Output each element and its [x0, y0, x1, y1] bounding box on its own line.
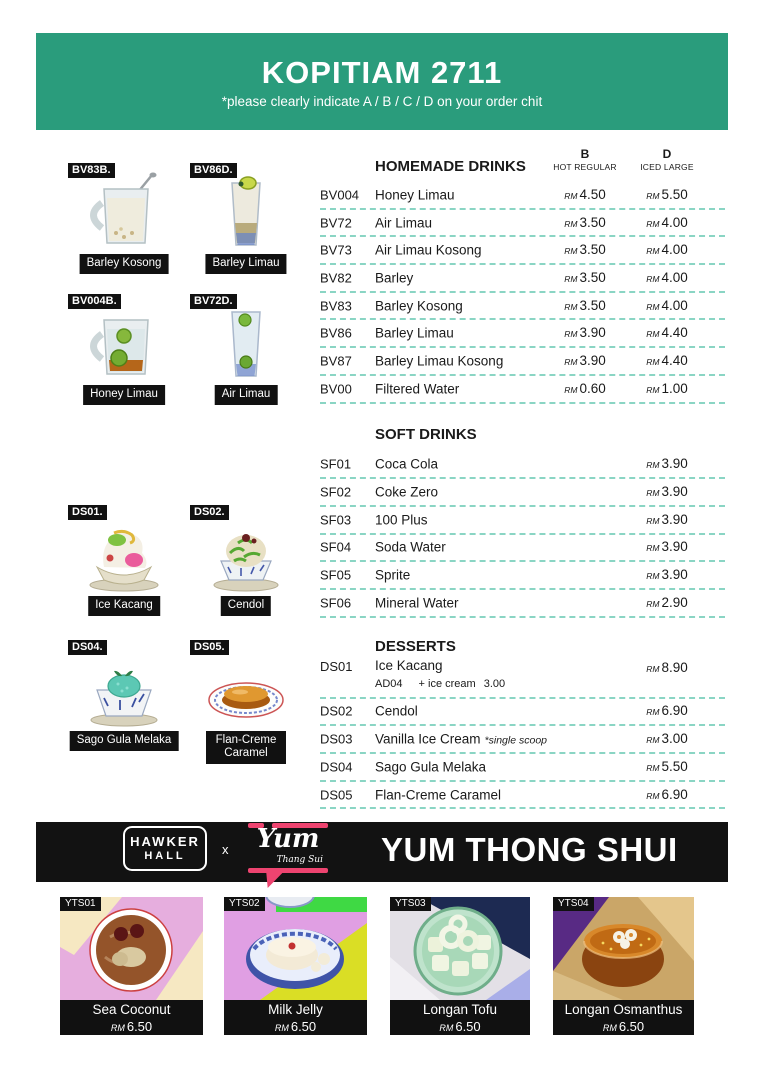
collab-x-label: x — [222, 842, 229, 857]
menu-row: DS02 Cendol RM 6.90 — [320, 699, 725, 727]
milk-jelly-photo — [224, 897, 367, 1000]
menu-row: DS04 Sago Gula Melaka RM 5.50 — [320, 754, 725, 782]
product-label: Air Limau — [215, 385, 278, 405]
product-code-tag: DS02. — [190, 505, 229, 520]
gallery-item-flan-creme-caramel — [186, 640, 306, 758]
barley-kosong-photo — [64, 171, 184, 251]
menu-row: BV73 Air Limau Kosong RM 3.50 RM 4.00 — [320, 237, 725, 265]
desserts-rows — [320, 655, 725, 810]
header-band — [36, 33, 728, 130]
soft-drinks-rows — [320, 452, 725, 618]
yum-thong-shui-banner — [36, 822, 728, 882]
menu-row: DS05 Flan-Creme Caramel RM 6.90 — [320, 782, 725, 810]
gallery-item-barley-kosong — [64, 163, 184, 281]
menu-row: BV87 Barley Limau Kosong RM 3.90 RM 4.40 — [320, 348, 725, 376]
section-title-homemade-drinks: HOMEMADE DRINKS — [375, 158, 526, 175]
single-scoop-note: *single scoop — [484, 734, 548, 747]
logo-bar — [248, 868, 328, 873]
menu-row: DS03 Vanilla Ice Cream *single scoop RM 3.00 — [320, 726, 725, 754]
product-code-tag: BV004B. — [68, 294, 121, 309]
gallery-item-honey-limau — [64, 294, 184, 412]
banner-title: YUM THONG SHUI — [381, 831, 678, 868]
card-label: Longan Tofu RM 6.50 — [390, 1000, 530, 1035]
homemade-drinks-header — [320, 146, 725, 182]
section-title-desserts: DESSERTS — [375, 637, 456, 655]
menu-row: BV86 Barley Limau RM 3.90 RM 4.40 — [320, 320, 725, 348]
menu-row: BV72 Air Limau RM 3.50 RM 4.00 — [320, 210, 725, 238]
addon-line: AD04 + ice cream 3.00 — [375, 677, 506, 690]
product-label: Honey Limau — [83, 385, 165, 405]
gallery-item-ice-kacang — [64, 505, 184, 623]
hawker-hall-logo: HAWKER HALL — [123, 826, 207, 871]
product-label: Cendol — [221, 596, 271, 616]
menu-panel — [320, 146, 725, 809]
gallery-item-barley-limau — [186, 163, 306, 281]
sea-coconut-photo — [60, 897, 203, 1000]
menu-row: BV00 Filtered Water RM 0.60 RM 1.00 — [320, 376, 725, 404]
product-code-tag: YTS04 — [553, 897, 594, 911]
product-code-tag: BV83B. — [68, 163, 115, 178]
product-code-tag: YTS03 — [390, 897, 431, 911]
menu-row: BV83 Barley Kosong RM 3.50 RM 4.00 — [320, 293, 725, 321]
menu-row: SF06 Mineral Water RM 2.90 — [320, 590, 725, 618]
card-sea-coconut — [60, 897, 203, 1035]
longan-osmanthus-photo — [553, 897, 694, 1000]
cendol-photo — [186, 513, 306, 593]
flan-creme-caramel-photo — [186, 648, 306, 728]
card-label: Milk Jelly RM 6.50 — [224, 1000, 367, 1035]
product-code-tag: DS05. — [190, 640, 229, 655]
gallery-item-air-limau — [186, 294, 306, 412]
yum-thang-sui-logo: Yum Thang Sui — [248, 823, 328, 881]
product-code-tag: BV86D. — [190, 163, 237, 178]
air-limau-photo — [186, 302, 306, 382]
column-header-hot-regular: B HOT REGULAR — [553, 147, 617, 172]
menu-row: SF05 Sprite RM 3.90 — [320, 562, 725, 590]
menu-row: DS01 Ice Kacang AD04 + ice cream 3.00 RM 8.90 — [320, 655, 725, 699]
product-code-tag: DS04. — [68, 640, 107, 655]
ice-kacang-photo — [64, 513, 184, 593]
product-label: Sago Gula Melaka — [70, 731, 179, 751]
menu-row: SF01 Coca Cola RM 3.90 — [320, 452, 725, 480]
gallery-item-sago-gula-melaka — [64, 640, 184, 758]
page-title: KOPITIAM 2711 — [261, 54, 503, 90]
section-title-soft-drinks: SOFT DRINKS — [375, 425, 477, 443]
card-label: Sea Coconut RM 6.50 — [60, 1000, 203, 1035]
product-code-tag: BV72D. — [190, 294, 237, 309]
card-longan-tofu — [390, 897, 530, 1035]
longan-tofu-photo — [390, 897, 530, 1000]
product-label: Barley Kosong — [80, 254, 169, 274]
product-code-tag: YTS02 — [224, 897, 265, 911]
header-subtitle: *please clearly indicate A / B / C / D on your order chit — [221, 93, 543, 109]
menu-row: SF03 100 Plus RM 3.90 — [320, 507, 725, 535]
homemade-drinks-rows — [320, 182, 725, 404]
honey-limau-photo — [64, 302, 184, 382]
gallery-item-cendol — [186, 505, 306, 623]
menu-row: BV82 Barley RM 3.50 RM 4.00 — [320, 265, 725, 293]
menu-row: BV004 Honey Limau RM 4.50 RM 5.50 — [320, 182, 725, 210]
menu-row: SF02 Coke Zero RM 3.90 — [320, 479, 725, 507]
product-label: Flan-Creme Caramel — [206, 731, 286, 764]
product-code-tag: DS01. — [68, 505, 107, 520]
menu-row: SF04 Soda Water RM 3.90 — [320, 535, 725, 563]
card-longan-osmanthus — [553, 897, 694, 1035]
product-code-tag: YTS01 — [60, 897, 101, 911]
speech-bubble-tail — [264, 873, 283, 888]
barley-limau-photo — [186, 171, 306, 251]
card-milk-jelly — [224, 897, 367, 1035]
card-label: Longan Osmanthus RM 6.50 — [553, 1000, 694, 1035]
product-label: Ice Kacang — [88, 596, 160, 616]
product-label: Barley Limau — [205, 254, 286, 274]
column-header-iced-large: D ICED LARGE — [640, 147, 694, 172]
sago-gula-melaka-photo — [64, 648, 184, 728]
